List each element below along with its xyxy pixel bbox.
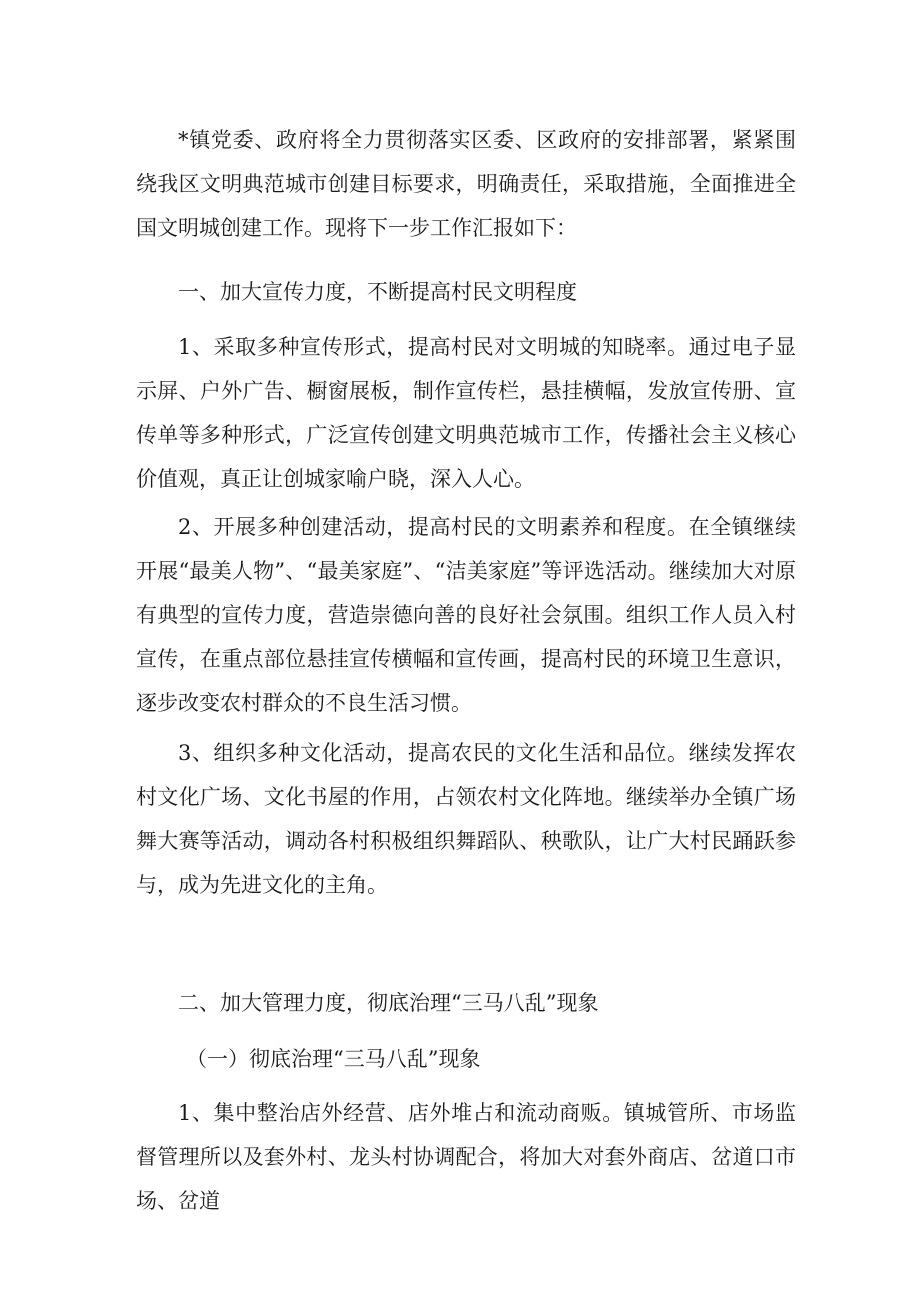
intro-paragraph: *镇党委、政府将全力贯彻落实区委、区政府的安排部署，紧紧围绕我区文明典范城市创建目标要求，明确责任，采取措施，全面推进全国文明城创建工作。现将下一步工作汇报如下： — [136, 128, 796, 240]
section-heading-2: 二、加大管理力度，彻底治理“三马八乱”现象 — [178, 991, 599, 1015]
subsection-heading-1: （一）彻底治理“三马八乱”现象 — [186, 1047, 481, 1071]
item-paragraph-1: 1、采取多种宣传形式，提高村民对文明城的知晓率。通过电子显示屏、户外广告、橱窗展板，制作宣传栏，悬挂横幅，发放宣传册、宣传单等多种形式，广泛宣传创建文明典范城市工作，传播社会主义核心价值观，真正让创城家喻户晓，深入人心。 — [136, 335, 796, 491]
item-paragraph-3: 3、组织多种文化活动，提高农民的文化生活和品位。继续发挥农村文化广场、文化书屋的作用，占领农村文化阵地。继续举办全镇广场舞大赛等活动，调动各村积极组织舞蹈队、秧歌队，让广大村民踊跃参与，成为先进文化的主角。 — [136, 741, 796, 897]
item-paragraph-2: 2、开展多种创建活动，提高村民的文明素养和程度。在全镇继续开展“最美人物”、“最美家庭”、“洁美家庭”等评选活动。继续加大对原有典型的宣传力度，营造崇德向善的良好社会氛围。组织工作人员入村宣传，在重点部位悬挂宣传横幅和宣传画，提高村民的环境卫生意识，逐步改变农村群众的不良生活习惯。 — [136, 515, 796, 715]
section-heading-1: 一、加大宣传力度，不断提高村民文明程度 — [178, 280, 577, 304]
item-paragraph-4: 1、集中整治店外经营、店外堆占和流动商贩。镇城管所、市场监督管理所以及套外村、龙头村协调配合，将加大对套外商店、岔道口市场、岔道 — [136, 1101, 796, 1213]
